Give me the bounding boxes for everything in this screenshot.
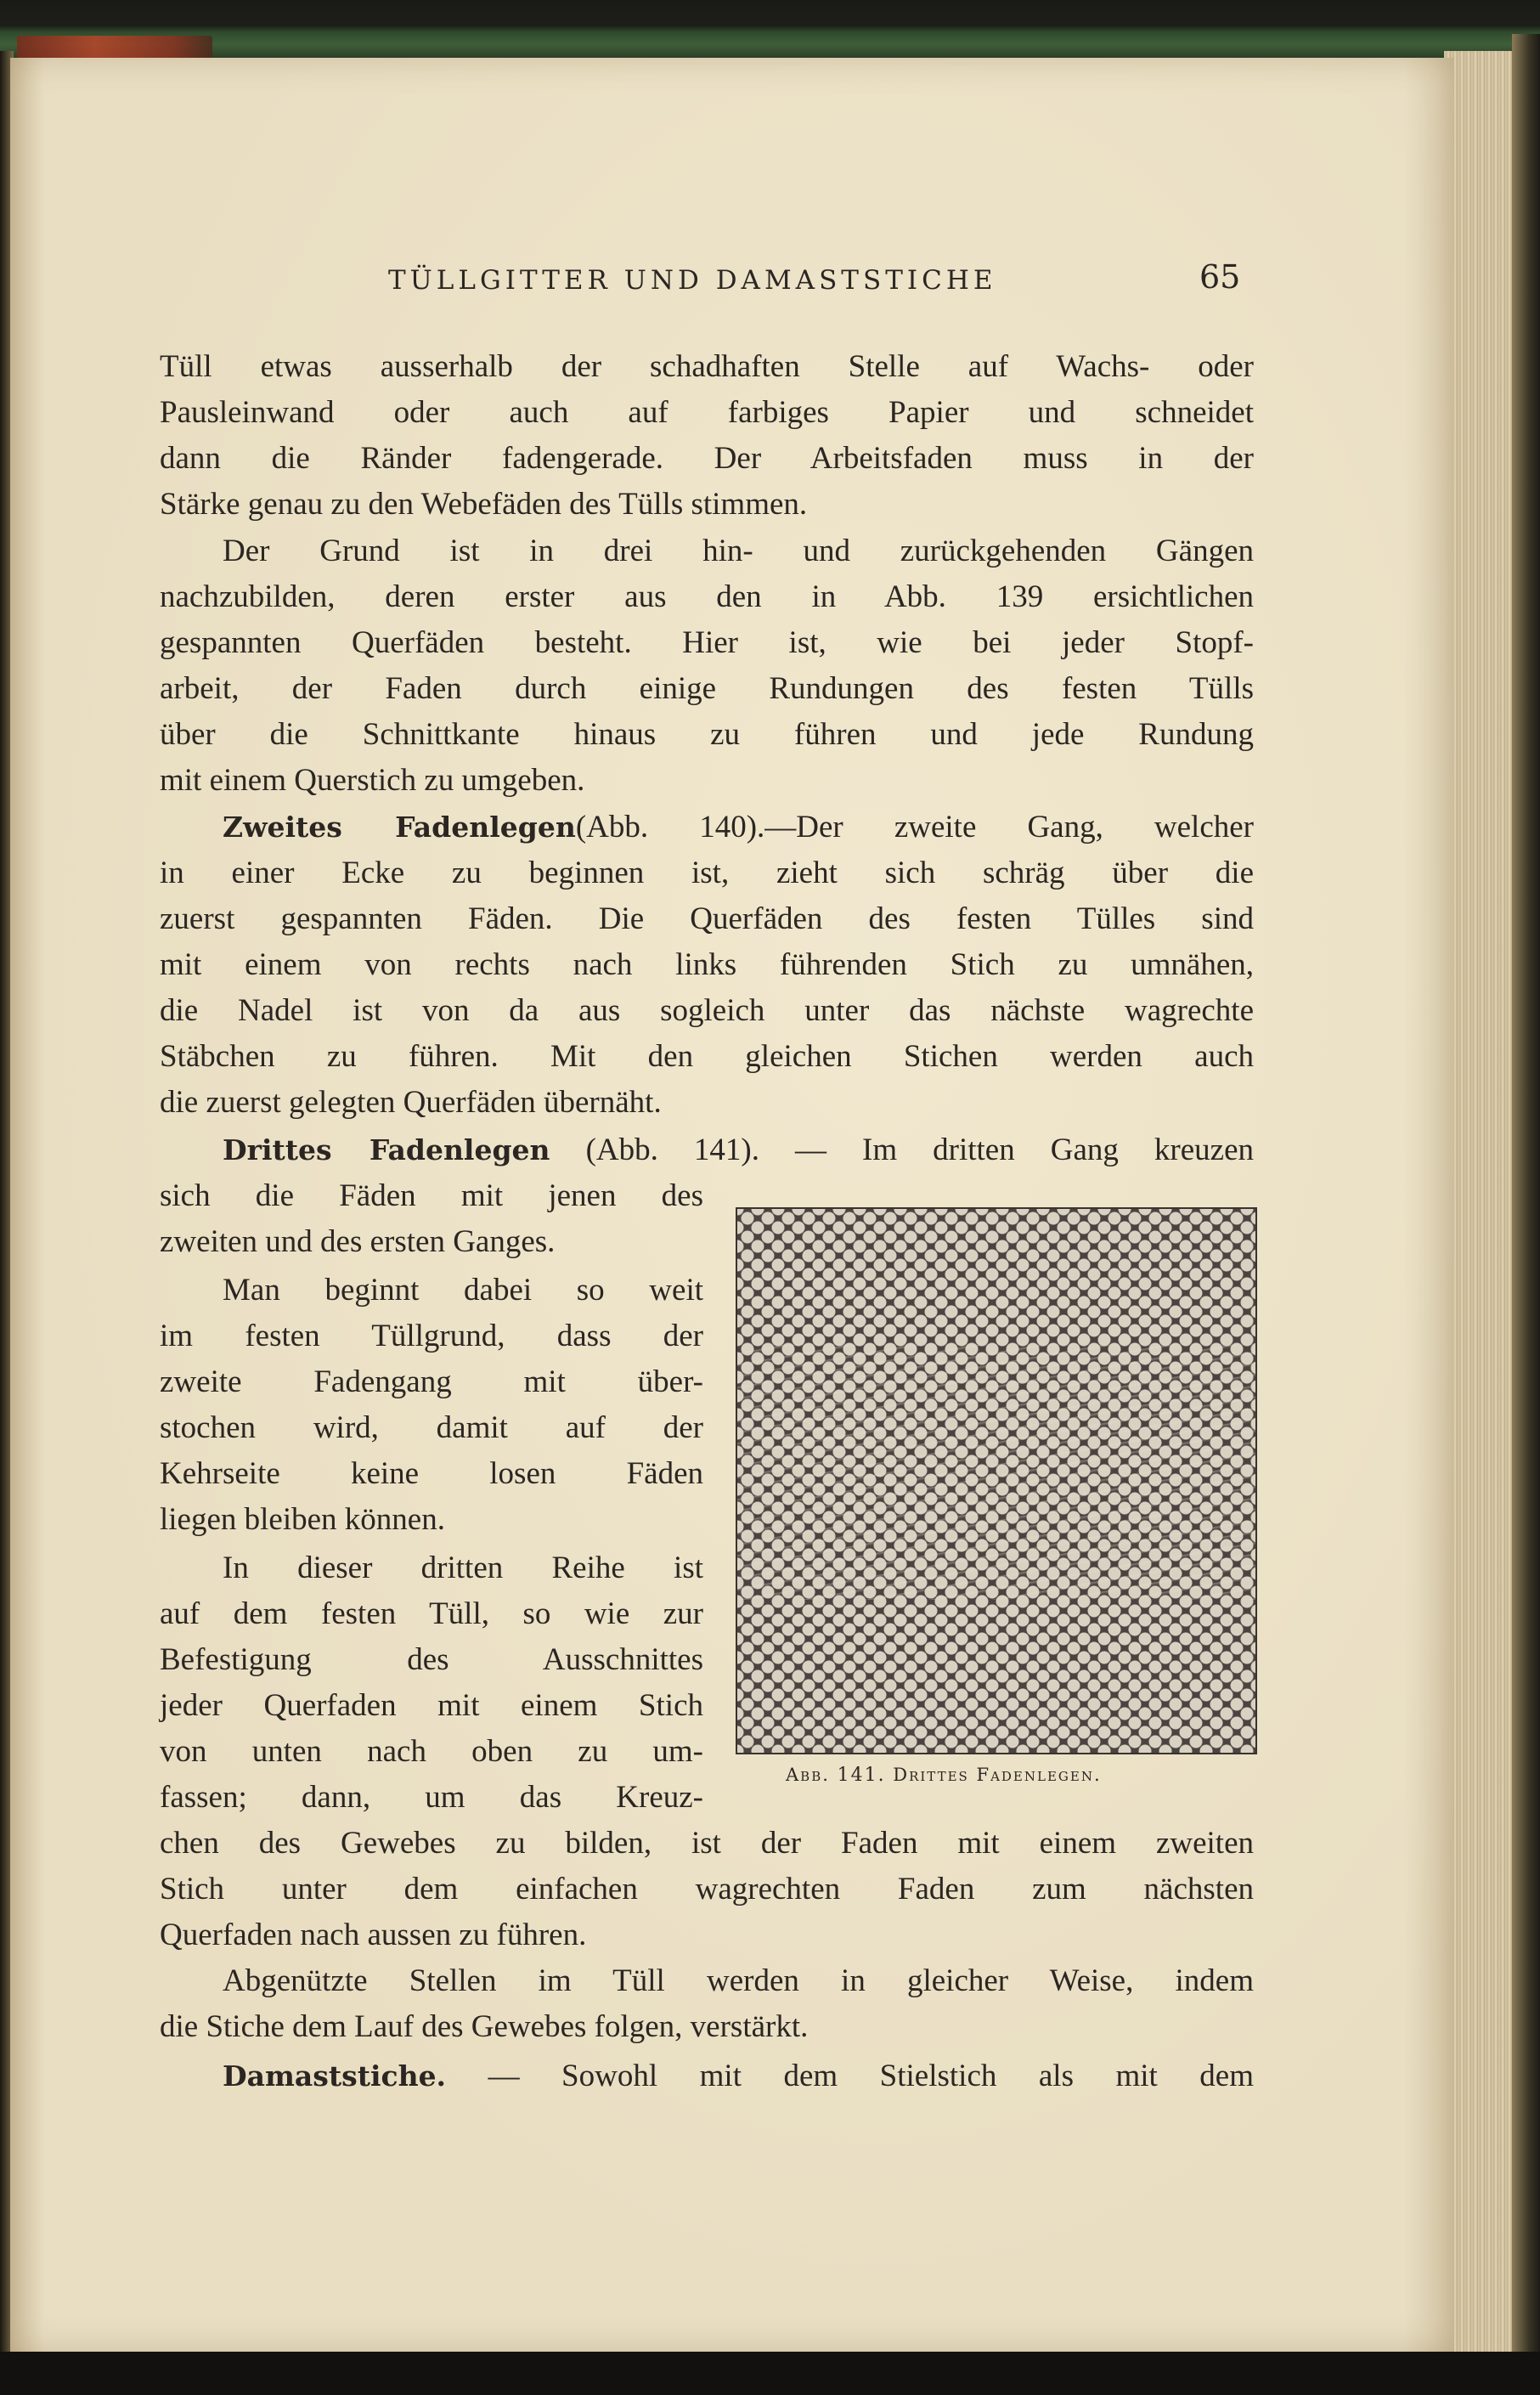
text-line: jeder Querfaden mit einem Stich (160, 1688, 703, 1723)
text-line: mit einem von rechts nach links führenden Stich zu umnähen, (160, 947, 1254, 982)
text-line-heading-drittes (223, 1132, 1254, 1169)
text-line: sich die Fäden mit jenen des (160, 1178, 703, 1213)
scan-bottom-border (0, 2352, 1540, 2395)
text-line: In dieser dritten Reihe ist (223, 1551, 703, 1585)
text-line: von unten nach oben zu um- (160, 1734, 703, 1769)
text-line: zweiten und des ersten Ganges. (160, 1224, 556, 1259)
figure-caption (786, 1765, 1102, 1786)
text-line: nachzubilden, deren erster aus den in Abb. 139 ersichtlichen (160, 579, 1254, 614)
text-line: fassen; dann, um das Kreuz- (160, 1780, 703, 1815)
figure-ref-140: (Abb. 140).— (575, 810, 797, 844)
text-line: Abgenützte Stellen im Tüll werden in gleicher Weise, indem (223, 1963, 1254, 1998)
text-line: arbeit, der Faden durch einige Rundungen des festen Tülls (160, 671, 1254, 706)
caption-label: Abb. (786, 1765, 830, 1785)
text-line: die Stiche dem Lauf des Gewebes folgen, verstärkt. (160, 2009, 809, 2044)
text-line: stochen wird, damit auf der (160, 1410, 703, 1445)
figure-ref-141: (Abb. 141). — (585, 1133, 826, 1167)
figure-stitch-overlay (737, 1345, 1255, 1600)
text-line: zweite Fadengang mit über- (160, 1364, 703, 1399)
text-line: Man beginnt dabei so weit (223, 1273, 703, 1308)
text-line: chen des Gewebes zu bilden, ist der Faden mit einem zweiten (160, 1826, 1254, 1861)
text-run: — Sowohl mit dem Stielstich als mit dem (488, 2059, 1255, 2093)
text-line: Stich unter dem einfachen wagrechten Faden zum nächsten (160, 1872, 1254, 1906)
text-run: Der zweite Gang, welcher (796, 810, 1254, 844)
text-line: Tüll etwas ausserhalb der schadhaften Stelle auf Wachs- oder (160, 349, 1254, 384)
text-line-heading-zweites (223, 809, 1254, 846)
text-line: die zuerst gelegten Querfäden übernäht. (160, 1085, 662, 1120)
text-line: liegen bleiben können. (160, 1502, 445, 1537)
text-line: zuerst gespannten Fäden. Die Querfäden des festen Tülles sind (160, 901, 1254, 936)
text-line-heading-damast (223, 2058, 1254, 2095)
text-line: gespannten Querfäden besteht. Hier ist, wie bei jeder Stopf- (160, 625, 1254, 660)
caption-title: Drittes Fadenlegen. (893, 1765, 1102, 1785)
running-head: TÜLLGITTER UND DAMASTSTICHE (388, 265, 997, 296)
book-spine-top (0, 0, 1540, 66)
figure-tulle-illustration (737, 1209, 1255, 1753)
book-board-right (1512, 34, 1540, 2379)
caption-number: 141. (837, 1765, 886, 1786)
text-line: Stäbchen zu führen. Mit den gleichen Stichen werden auch (160, 1039, 1254, 1074)
text-line: dann die Ränder fadengerade. Der Arbeitsfaden muss in der (160, 441, 1254, 476)
text-line: auf dem festen Tüll, so wie zur (160, 1596, 703, 1631)
text-line: im festen Tüllgrund, dass der (160, 1319, 703, 1353)
text-line: Befestigung des Ausschnittes (160, 1642, 703, 1677)
spine-ornament (17, 36, 212, 59)
heading-zweites-fadenlegen: Zweites Fadenlegen (223, 811, 576, 844)
text-run: Im dritten Gang kreuzen (862, 1133, 1255, 1167)
text-line: Stärke genau zu den Webefäden des Tülls stimmen. (160, 487, 808, 522)
heading-damaststiche: Damaststiche. (223, 2059, 447, 2093)
text-line: Der Grund ist in drei hin- und zurückgehenden Gängen (223, 534, 1254, 568)
text-line: Querfaden nach aussen zu führen. (160, 1918, 587, 1952)
text-line: in einer Ecke zu beginnen ist, zieht sich schräg über die (160, 856, 1254, 890)
text-line: Pausleinwand oder auch auf farbiges Papier und schneidet (160, 395, 1254, 430)
text-line: die Nadel ist von da aus sogleich unter das nächste wagrechte (160, 993, 1254, 1028)
text-line: mit einem Querstich zu umgeben. (160, 763, 585, 798)
text-line: Kehrseite keine losen Fäden (160, 1456, 703, 1491)
text-line: über die Schnittkante hinaus zu führen und jede Rundung (160, 717, 1254, 752)
heading-drittes-fadenlegen: Drittes Fadenlegen (223, 1133, 550, 1166)
page-number: 65 (1199, 258, 1241, 296)
